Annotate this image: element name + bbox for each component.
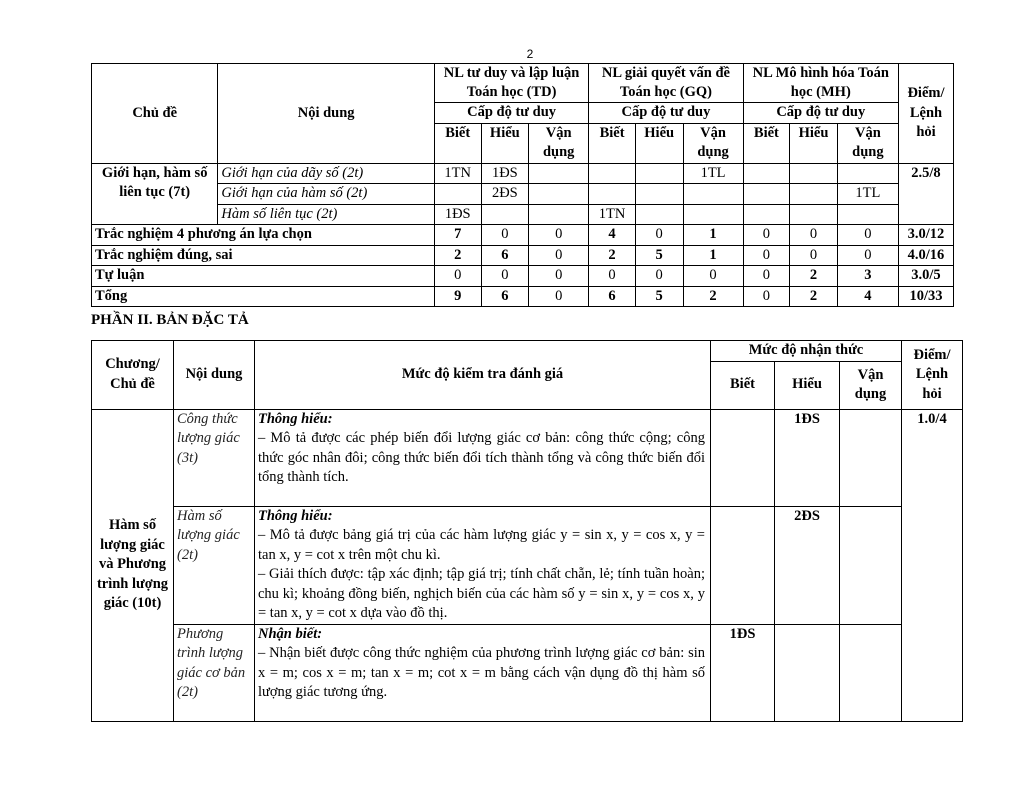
summary-cell: 0 bbox=[837, 245, 898, 266]
summary-score: 3.0/5 bbox=[898, 266, 953, 287]
level-title: Thông hiểu: bbox=[258, 507, 333, 524]
header-level-td: Cấp độ tư duy bbox=[434, 103, 588, 124]
summary-cell: 0 bbox=[434, 266, 481, 287]
content-cell: Giới hạn của hàm số (2t) bbox=[218, 184, 435, 205]
summary-label: Trắc nghiệm 4 phương án lựa chọn bbox=[92, 225, 435, 246]
content-cell: Giới hạn của dãy số (2t) bbox=[218, 163, 435, 184]
header-hieu: Hiểu bbox=[775, 361, 840, 409]
content-cell: Hàm số liên tục (2t) bbox=[218, 204, 435, 225]
matrix-cell: 1TN bbox=[434, 163, 481, 184]
level-title: Thông hiểu: bbox=[258, 410, 333, 427]
biet-cell bbox=[711, 506, 775, 624]
summary-cell: 0 bbox=[743, 245, 790, 266]
header-diem: Điểm/ Lệnh hỏi bbox=[902, 341, 963, 410]
level-title: Nhận biết: bbox=[258, 625, 323, 642]
header-chu-de: Chủ đề bbox=[92, 64, 218, 164]
van-dung-cell bbox=[840, 506, 902, 624]
biet-cell bbox=[711, 409, 775, 506]
matrix-cell bbox=[635, 184, 683, 205]
sub-biet: Biết bbox=[589, 123, 636, 163]
summary-cell: 0 bbox=[743, 225, 790, 246]
matrix-cell bbox=[635, 163, 683, 184]
header-noi-dung: Nội dung bbox=[218, 64, 435, 164]
header-muc-do: Mức độ kiểm tra đánh giá bbox=[255, 341, 711, 410]
topic-cell: Giới hạn, hàm số liên tục (7t) bbox=[92, 163, 218, 225]
summary-cell: 0 bbox=[790, 245, 838, 266]
matrix-cell bbox=[837, 204, 898, 225]
summary-cell: 0 bbox=[589, 266, 636, 287]
summary-cell: 3 bbox=[837, 266, 898, 287]
topic-score: 2.5/8 bbox=[898, 163, 953, 225]
matrix-cell bbox=[790, 184, 838, 205]
matrix-cell bbox=[683, 184, 743, 205]
van-dung-cell bbox=[840, 624, 902, 721]
header-level-gq: Cấp độ tư duy bbox=[589, 103, 743, 124]
sub-biet: Biết bbox=[434, 123, 481, 163]
criteria-line: – Mô tả được các phép biến đổi lượng giác cơ bản: công thức cộng; công thức góc nhân đôi; công thức biến đổi tích thành tổng và công thức biến đổi tổng thành tích. bbox=[258, 430, 705, 485]
summary-cell: 5 bbox=[635, 245, 683, 266]
page-number: 2 bbox=[526, 47, 534, 61]
matrix-cell bbox=[635, 204, 683, 225]
summary-cell: 0 bbox=[529, 225, 589, 246]
summary-cell: 0 bbox=[529, 266, 589, 287]
summary-cell: 4 bbox=[837, 286, 898, 307]
matrix-cell: 1ĐS bbox=[481, 163, 529, 184]
summary-cell: 2 bbox=[790, 286, 838, 307]
header-noi-dung: Nội dung bbox=[174, 341, 255, 410]
header-diem: Điểm/ Lệnh hỏi bbox=[898, 64, 953, 164]
header-group-td: NL tư duy và lập luận Toán học (TD) bbox=[434, 64, 588, 103]
sub-biet: Biết bbox=[743, 123, 790, 163]
summary-cell: 7 bbox=[434, 225, 481, 246]
matrix-cell bbox=[529, 163, 589, 184]
summary-cell: 0 bbox=[529, 245, 589, 266]
matrix-cell bbox=[743, 184, 790, 205]
summary-cell: 0 bbox=[683, 266, 743, 287]
summary-cell: 0 bbox=[837, 225, 898, 246]
van-dung-cell bbox=[840, 409, 902, 506]
summary-cell: 2 bbox=[790, 266, 838, 287]
summary-cell: 0 bbox=[635, 266, 683, 287]
summary-label: Tự luận bbox=[92, 266, 435, 287]
topic-cell: Hàm số lượng giác (2t) bbox=[174, 506, 255, 624]
hieu-cell: 1ĐS bbox=[775, 409, 840, 506]
matrix-cell bbox=[683, 204, 743, 225]
summary-cell: 2 bbox=[683, 286, 743, 307]
summary-cell: 4 bbox=[589, 225, 636, 246]
summary-cell: 6 bbox=[481, 286, 529, 307]
matrix-cell bbox=[529, 184, 589, 205]
spec-table bbox=[91, 340, 963, 722]
topic-cell: Phương trình lượng giác cơ bản (2t) bbox=[174, 624, 255, 721]
summary-cell: 0 bbox=[743, 286, 790, 307]
matrix-cell bbox=[529, 204, 589, 225]
matrix-table bbox=[91, 63, 954, 307]
section-title: PHẦN II. BẢN ĐẶC TẢ bbox=[91, 312, 249, 328]
matrix-cell bbox=[790, 204, 838, 225]
summary-cell: 0 bbox=[743, 266, 790, 287]
matrix-cell: 1TN bbox=[589, 204, 636, 225]
matrix-cell bbox=[589, 163, 636, 184]
matrix-cell bbox=[434, 184, 481, 205]
summary-cell: 5 bbox=[635, 286, 683, 307]
topic-cell: Công thức lượng giác (3t) bbox=[174, 409, 255, 506]
summary-cell: 1 bbox=[683, 225, 743, 246]
criteria-cell bbox=[255, 624, 711, 721]
matrix-cell: 2ĐS bbox=[481, 184, 529, 205]
matrix-cell bbox=[837, 163, 898, 184]
summary-label: Trắc nghiệm đúng, sai bbox=[92, 245, 435, 266]
criteria-line: – Giải thích được: tập xác định; tập giá trị; tính chất chẵn, lẻ; tính tuần hoàn; chu kì; khoảng đồng biến, nghịch biến của các hàm số y = sin x, y = cos x, y = tan x, y = cot x dựa vào đồ thị. bbox=[258, 566, 705, 621]
summary-cell: 0 bbox=[481, 225, 529, 246]
summary-label: Tổng bbox=[92, 286, 435, 307]
header-biet: Biết bbox=[711, 361, 775, 409]
matrix-cell bbox=[790, 163, 838, 184]
sub-hieu: Hiểu bbox=[635, 123, 683, 163]
summary-score: 3.0/12 bbox=[898, 225, 953, 246]
sub-van-dung: Vận dụng bbox=[529, 123, 589, 163]
summary-cell: 6 bbox=[481, 245, 529, 266]
summary-cell: 0 bbox=[529, 286, 589, 307]
matrix-cell bbox=[743, 163, 790, 184]
criteria-cell bbox=[255, 409, 711, 506]
header-level-mh: Cấp độ tư duy bbox=[743, 103, 898, 124]
matrix-cell: 1TL bbox=[837, 184, 898, 205]
sub-van-dung: Vận dụng bbox=[683, 123, 743, 163]
hieu-cell: 2ĐS bbox=[775, 506, 840, 624]
header-group-gq: NL giải quyết vấn đề Toán học (GQ) bbox=[589, 64, 743, 103]
matrix-cell: 1ĐS bbox=[434, 204, 481, 225]
matrix-cell: 1TL bbox=[683, 163, 743, 184]
sub-van-dung: Vận dụng bbox=[837, 123, 898, 163]
chapter-cell: Hàm số lượng giác và Phương trình lượng giác (10t) bbox=[92, 409, 174, 721]
summary-score: 4.0/16 bbox=[898, 245, 953, 266]
summary-cell: 0 bbox=[481, 266, 529, 287]
header-van-dung: Vận dụng bbox=[840, 361, 902, 409]
sub-hieu: Hiểu bbox=[481, 123, 529, 163]
sub-hieu: Hiểu bbox=[790, 123, 838, 163]
summary-cell: 2 bbox=[434, 245, 481, 266]
matrix-cell bbox=[481, 204, 529, 225]
criteria-line: – Nhận biết được công thức nghiệm của phương trình lượng giác cơ bản: sin x = m; cos x = m; tan x = m; cot x = m bằng cách vận dụng đồ thị hàm số lượng giác tương ứng. bbox=[258, 645, 705, 700]
score-cell: 1.0/4 bbox=[902, 409, 963, 721]
biet-cell: 1ĐS bbox=[711, 624, 775, 721]
summary-cell: 2 bbox=[589, 245, 636, 266]
header-group-mh: NL Mô hình hóa Toán học (MH) bbox=[743, 64, 898, 103]
matrix-cell bbox=[743, 204, 790, 225]
summary-cell: 1 bbox=[683, 245, 743, 266]
summary-cell: 9 bbox=[434, 286, 481, 307]
criteria-cell bbox=[255, 506, 711, 624]
summary-cell: 0 bbox=[790, 225, 838, 246]
criteria-line: – Mô tả được bảng giá trị của các hàm lượng giác y = sin x, y = cos x, y = tan x, y = cot x trên một chu kì. bbox=[258, 527, 705, 563]
matrix-cell bbox=[589, 184, 636, 205]
summary-cell: 6 bbox=[589, 286, 636, 307]
hieu-cell bbox=[775, 624, 840, 721]
summary-cell: 0 bbox=[635, 225, 683, 246]
summary-score: 10/33 bbox=[898, 286, 953, 307]
header-chuong: Chương/ Chủ đề bbox=[92, 341, 174, 410]
header-nhan-thuc: Mức độ nhận thức bbox=[711, 341, 902, 362]
